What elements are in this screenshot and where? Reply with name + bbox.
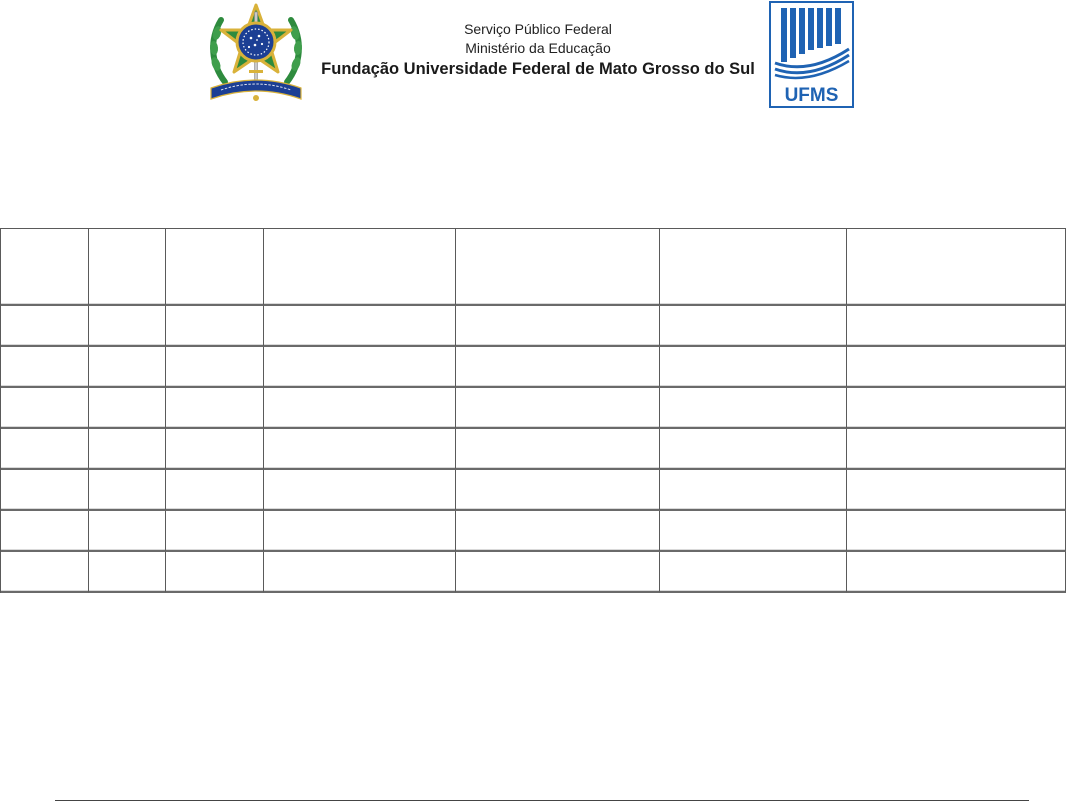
table-header-cell	[1, 229, 89, 306]
table-header-cell	[264, 229, 456, 306]
table-cell	[660, 511, 847, 552]
brazil-coat-of-arms-icon	[207, 2, 305, 104]
header-line-university: Fundação Universidade Federal de Mato Grosso do Sul	[321, 60, 755, 78]
ufms-logo-icon	[769, 1, 854, 108]
table-row	[1, 511, 1066, 552]
table-cell	[166, 429, 264, 470]
table-cell	[847, 429, 1066, 470]
header-line-federal-service: Serviço Público Federal	[464, 21, 612, 37]
table-cell	[660, 429, 847, 470]
table-cell	[264, 552, 456, 593]
table-cell	[264, 388, 456, 429]
table-row	[1, 470, 1066, 511]
table-cell	[456, 552, 660, 593]
table-cell	[166, 347, 264, 388]
table-cell	[1, 470, 89, 511]
table-row	[1, 306, 1066, 347]
table-cell	[264, 429, 456, 470]
table-cell	[1, 552, 89, 593]
table-cell	[1, 388, 89, 429]
table-cell	[264, 347, 456, 388]
table-header-cell	[166, 229, 264, 306]
footer-divider	[55, 800, 1029, 801]
table-cell	[89, 306, 166, 347]
table-cell	[166, 306, 264, 347]
table-row	[1, 429, 1066, 470]
table-cell	[89, 511, 166, 552]
table-header-cell	[89, 229, 166, 306]
table-cell	[456, 306, 660, 347]
header-line-ministry: Ministério da Educação	[465, 40, 611, 56]
table-cell	[456, 511, 660, 552]
table-row	[1, 347, 1066, 388]
institution-header	[318, 20, 758, 80]
table-cell	[660, 347, 847, 388]
table-header-cell	[847, 229, 1066, 306]
table-cell	[166, 388, 264, 429]
table-cell	[1, 429, 89, 470]
table-cell	[456, 470, 660, 511]
table-cell	[1, 511, 89, 552]
table-cell	[166, 552, 264, 593]
table-cell	[660, 306, 847, 347]
table-cell	[264, 306, 456, 347]
table-cell	[89, 429, 166, 470]
blank-form-table	[0, 228, 1066, 593]
table-cell	[660, 470, 847, 511]
table-cell	[89, 347, 166, 388]
document-header	[0, 0, 1070, 112]
table-cell	[264, 470, 456, 511]
table-cell	[456, 347, 660, 388]
table-cell	[89, 388, 166, 429]
table-header-cell	[660, 229, 847, 306]
table-cell	[847, 388, 1066, 429]
table-cell	[847, 552, 1066, 593]
table-row	[1, 552, 1066, 593]
table-header-row	[1, 229, 1066, 306]
table-cell	[847, 511, 1066, 552]
table-cell	[456, 388, 660, 429]
table-cell	[166, 470, 264, 511]
table-cell	[89, 552, 166, 593]
table-cell	[166, 511, 264, 552]
table-cell	[264, 511, 456, 552]
ufms-logo-text: UFMS	[784, 85, 839, 106]
table-cell	[847, 470, 1066, 511]
table-row	[1, 388, 1066, 429]
table-cell	[847, 306, 1066, 347]
table-header-cell	[456, 229, 660, 306]
table-cell	[1, 347, 89, 388]
table-cell	[847, 347, 1066, 388]
table-cell	[89, 470, 166, 511]
table-cell	[1, 306, 89, 347]
table-cell	[456, 429, 660, 470]
table-cell	[660, 552, 847, 593]
table-cell	[660, 388, 847, 429]
